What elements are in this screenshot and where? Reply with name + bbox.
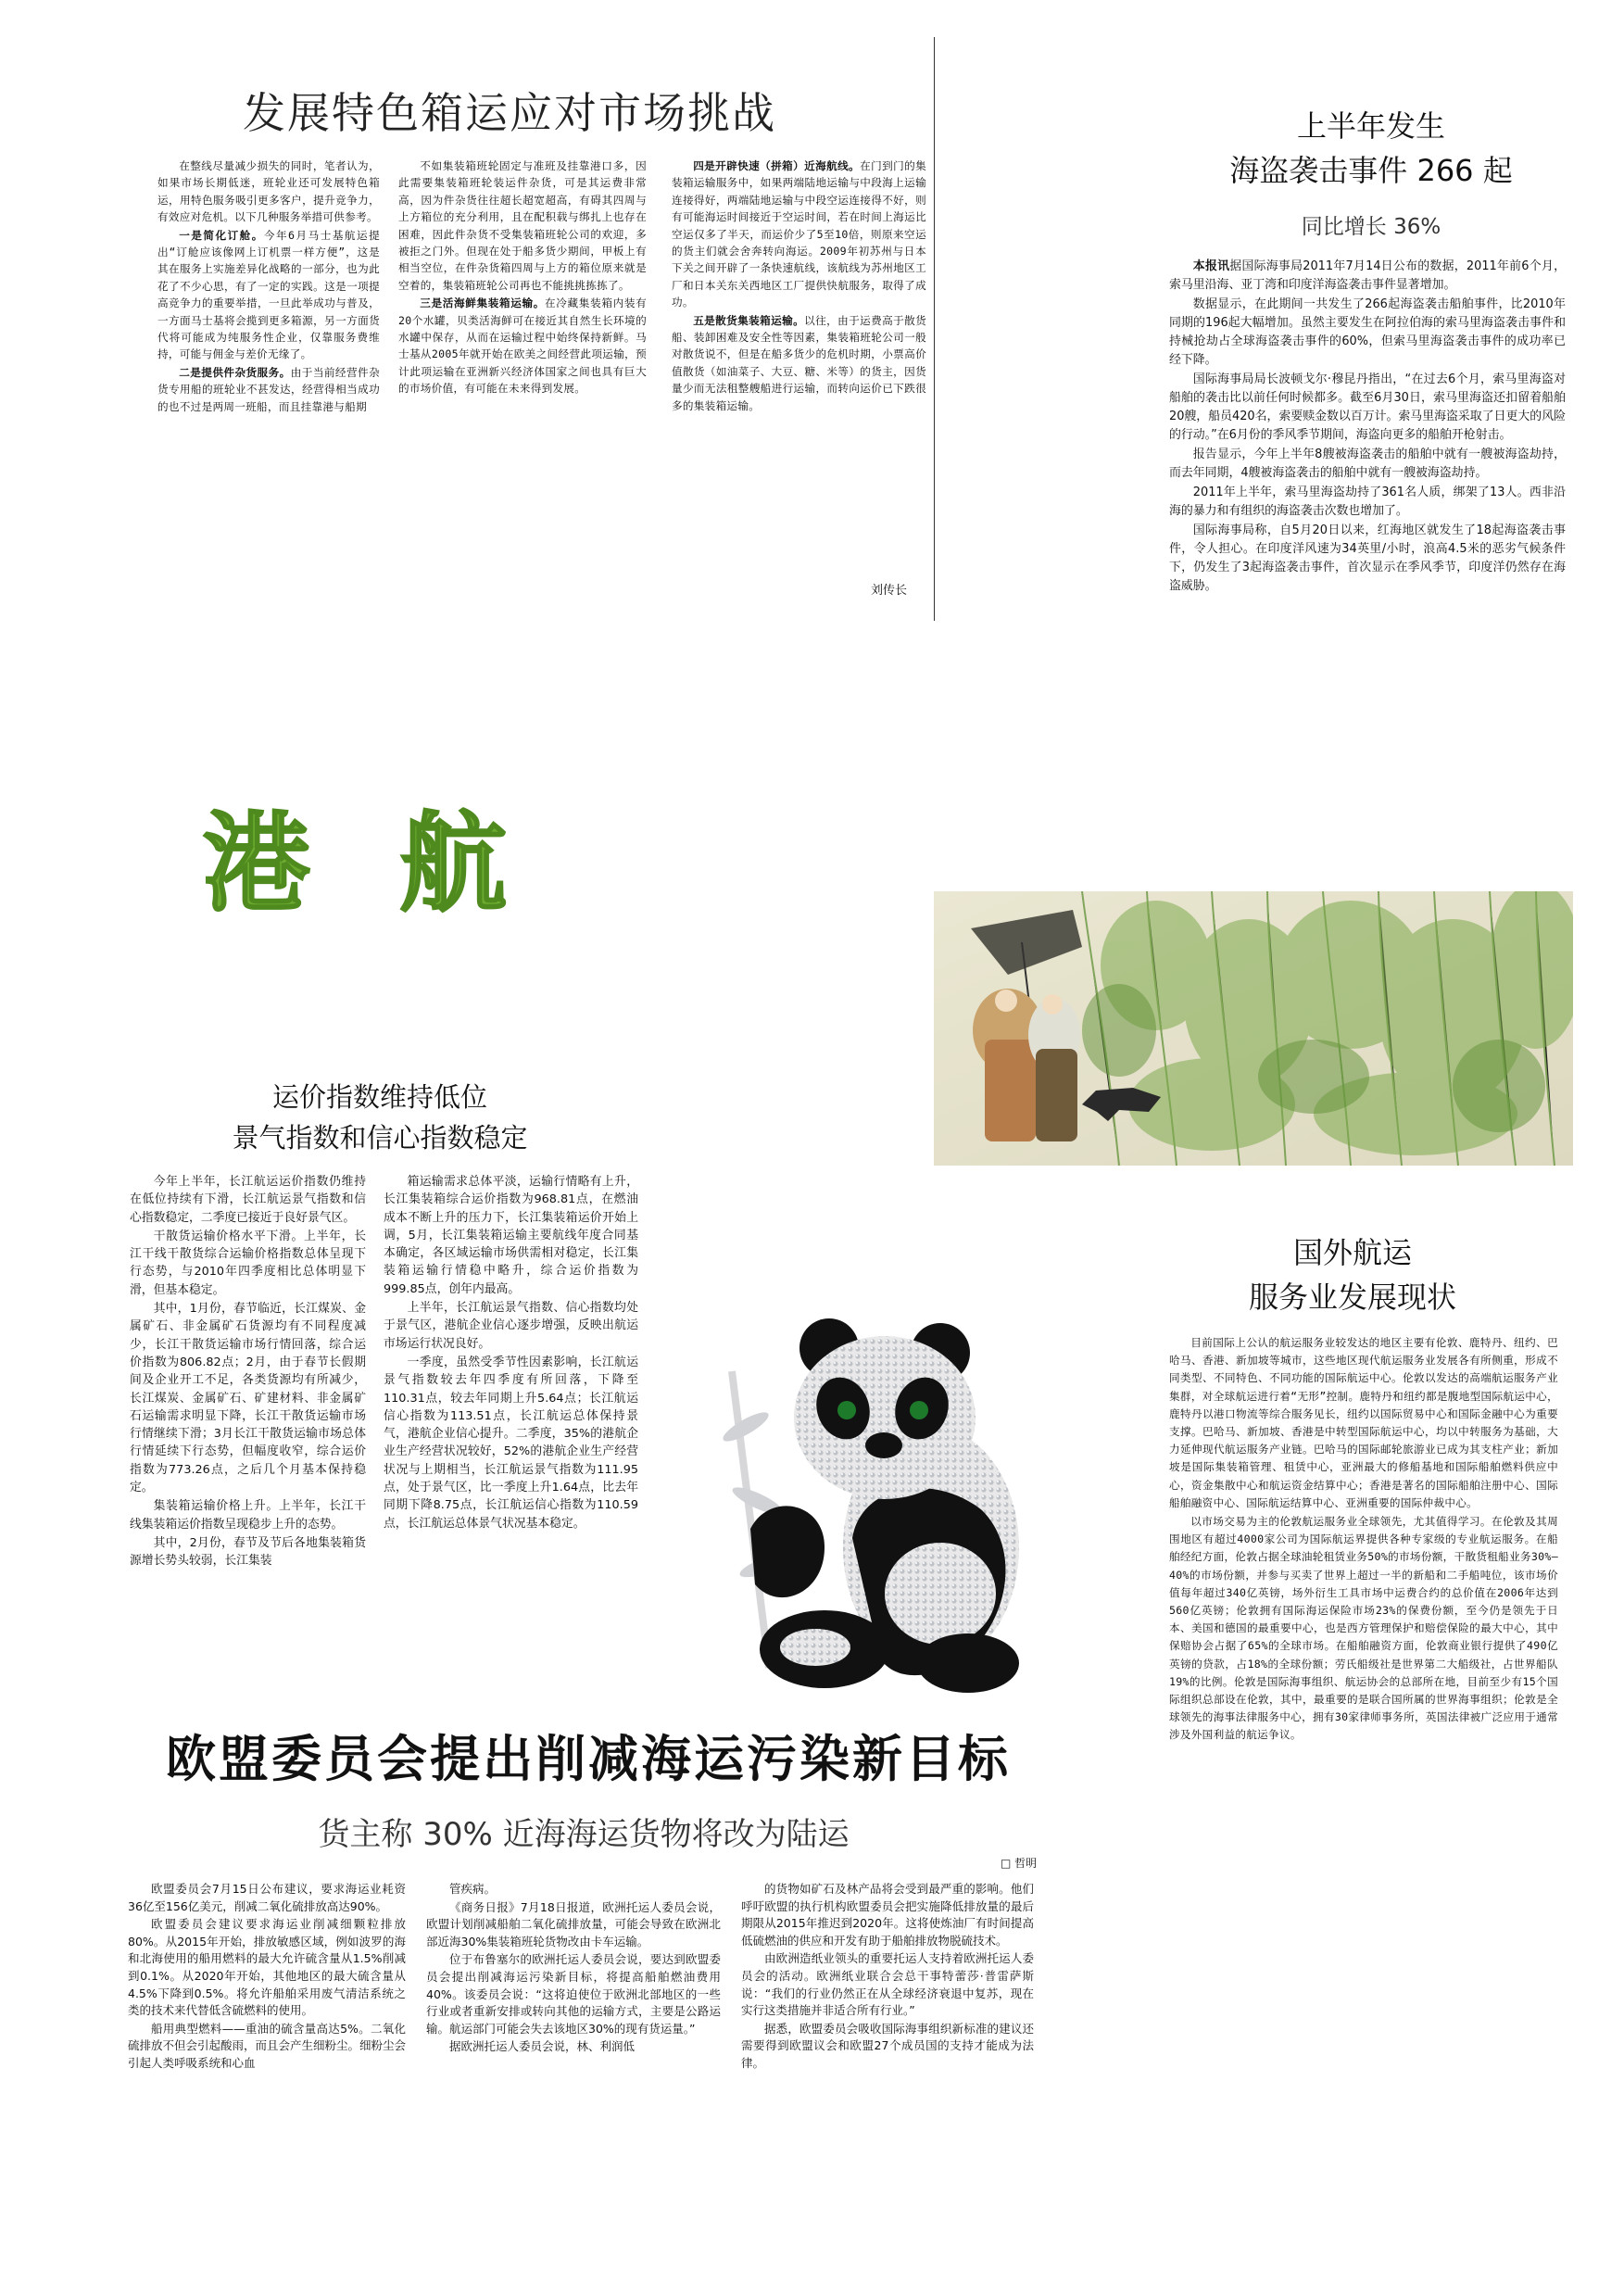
paragraph (130, 1497, 366, 1533)
paragraph (384, 1299, 638, 1353)
paragraph-lead: 五是散货集装箱运输。 (693, 313, 805, 327)
eu-col1 (128, 1881, 406, 2233)
paragraph-lead: 二是提供件杂货服务。 (179, 365, 291, 379)
paragraph (1169, 522, 1566, 596)
paragraph (1169, 296, 1566, 370)
paragraph-lead: 三是活海鲜集装箱运输。 (420, 296, 546, 310)
piracy-title-line2: 海盗袭击事件 266 起 (1229, 153, 1513, 188)
paragraph (128, 1881, 406, 1915)
paragraph (672, 158, 926, 311)
index-col1 (130, 1173, 366, 1692)
paragraph-text: 上半年，长江航运景气指数、信心指数均处于景气区，港航企业信心逐步增强，反映出航运市场运行状况良好。 (384, 1301, 638, 1351)
paragraph (426, 1881, 721, 1898)
paragraph-text: 报告显示，今年上半年8艘被海盗袭击的船舶中就有一艘被海盗劫持，而去年同期，4艘被海盗袭击的船舶中就有一艘被海盗劫持。 (1169, 448, 1566, 480)
paragraph-text: 其中，1月份，春节临近，长江煤炭、金属矿石、非金属矿石货源均有不同程度减少，长江干散货运输市场行情回落，综合运价指数为806.82点；2月，由于春节长假期间及企业开工不足，各类货源均有所减少，长江煤炭、金属矿石、矿建材料、非金属矿石运输需求明显下降，长江干散货运输市场行情继续下滑；3月长江干散货运输市场总体行情延续下行态势，但幅度收窄，综合运价指数为773.26点，之后几个月基本保持稳定。 (130, 1302, 366, 1495)
paragraph-text: 不如集装箱班轮固定与准班及挂靠港口多，因此需要集装箱班轮装运件杂货，可是其运费非常高，因为件杂货往往超长超宽超高，有碍其四周与上方箱位的充分利用，且在配积载与绑扎上也存在困难，因此件杂货不受集装箱班轮公司的欢迎，多被拒之门外。但现在处于船多货少期间，甲板上有相当空位，在件杂货箱四周与上方的箱位原来就是空着的，集装箱班轮公司再也不能挑挑拣拣了。 (398, 159, 647, 292)
paragraph (1169, 1513, 1558, 1745)
article1-title: 发展特色箱运应对市场挑战 (243, 88, 776, 138)
paragraph-text: 由欧洲造纸业领头的重要托运人支持着欧洲托运人委员会的活动。欧洲纸业联合会总干事特蕾莎·普雷萨斯说：“我们的行业仍然正在从全球经济衰退中复苏，现在实行这类措施并非适合所有行业。” (741, 1951, 1034, 2018)
paragraph-text: 目前国际上公认的航运服务业较发达的地区主要有伦敦、鹿特丹、纽约、巴哈马、香港、新加坡等城市，这些地区现代航运服务业发展各有所侧重，形成不同类型、不同特色、不同功能的国际航运中心。伦敦以发达的高端航运服务产业集群，对全球航运进行着“无形”控制。鹿特丹和纽约都是腹地型国际航运中心，鹿特丹以港口物流等综合服务见长，纽约以国际贸易中心和国际金融中心为重要支撑。巴哈马、新加坡、香港是中转型国际航运中心，均以中转服务为基础，大力延伸现代航运服务产业链。巴哈马的国际邮轮旅游业已成为其支柱产业；新加坡是国际集装箱管理、租赁中心，亚洲最大的修船基地和国际船舶燃料供应中心，资金集散中心和航运资金结算中心；香港是著名的国际船舶注册中心、国际船舶融资中心、国际航运结算中心、亚洲重要的国际仲裁中心。 (1169, 1336, 1558, 1509)
paragraph (426, 1899, 721, 1951)
paragraph (130, 1534, 366, 1570)
paragraph-text: 的货物如矿石及林产品将会受到最严重的影响。他们呼吁欧盟的执行机构欧盟委员会把实施降低排放量的最后期限从2015年推迟到2020年。这将使炼油厂有时间提高低硫燃油的供应和开发有助于船舶排放物脱硫技术。 (741, 1882, 1034, 1948)
paragraph-text: 船用典型燃料——重油的硫含量高达5%。二氧化硫排放不但会引起酸雨，而且会产生细粉尘。细粉尘会引起人类呼吸系统和心血 (128, 2021, 407, 2070)
paragraph-text: 干散货运输价格水平下滑。上半年，长江干线干散货综合运输价格指数总体呈现下行态势，与2010年四季度相比总体明显下滑，但基本稳定。 (130, 1229, 366, 1297)
paragraph (128, 2021, 406, 2073)
paragraph-text: 今年6月马士基航运提出“订舱应该像网上订机票一样方便”，这是其在服务上实施差异化战略的一部分，也为此花了不少心思，有了一定的实践。这是一项提高竞争力的重要举措，一旦此举成功与普及，一方面马士基将会揽到更多箱源，另一方面货代将可能成为纯服务性企业，仅靠服务费维持，可能与佣金与差价无缘了。 (157, 228, 380, 361)
index-title (134, 1077, 625, 1158)
paragraph-text: 据悉，欧盟委员会吸收国际海事组织新标准的建议还需要得到欧盟议会和欧盟27个成员国的支持才能成为法律。 (741, 2021, 1034, 2070)
paragraph-lead: 四是开辟快速（拼箱）近海航线。 (693, 159, 861, 172)
paragraph (130, 1228, 366, 1299)
paragraph-text: 以往，由于运费高于散货船、装卸困难及安全性等因素，集装箱班轮公司一般对散货说不，但是在船多货少的危机时期，小票高价值散货（如油菜子、大豆、糖、米等）的货主，因货量少而无法租整艘船进行运输，而转向运价已下跌很多的集装箱运输。 (672, 313, 926, 412)
eu-subtitle: 货主称 30% 近海海运货物将改为陆运 (318, 1816, 850, 1853)
paragraph (672, 312, 926, 414)
paragraph (157, 364, 380, 415)
index-title-line2: 景气指数和信心指数稳定 (232, 1122, 528, 1154)
paragraph (157, 158, 380, 226)
paragraph-text: 欧盟委员会7月15日公布建议，要求海运业耗资36亿至156亿美元，削减二氧化硫排放高达90%。 (128, 1882, 406, 1913)
piracy-body (1169, 258, 1566, 776)
paragraph-text: 2011年上半年，索马里海盗劫持了361名人质，绑架了13人。西非沿海的暴力和有组织的海盗袭击次数也增加了。 (1169, 486, 1566, 518)
paragraph (741, 1950, 1034, 2019)
paragraph-text: 集装箱运输价格上升。上半年，长江干线集装箱运价指数呈现稳步上升的态势。 (130, 1499, 366, 1532)
foreign-body (1169, 1334, 1558, 2168)
paragraph (1169, 371, 1566, 445)
paragraph (130, 1173, 366, 1227)
paragraph-text: 《商务日报》7月18日报道，欧洲托运人委员会说，欧盟计划削减船舶二氧化硫排放量，可能会导致在欧洲北部近海30%集装箱班轮货物改由卡车运输。 (426, 1899, 721, 1948)
section-title (150, 797, 585, 927)
paragraph (741, 2021, 1034, 2073)
panda-image (713, 1316, 1028, 1696)
paragraph-text: 欧盟委员会建议要求海运业削减细颗粒排放80%。从2015年开始，排放敏感区域，例如波罗的海和北海使用的船用燃料的最大允许硫含量从1.5%削减到0.1%。从2020年开始，其他地区的最大硫含量从4.5%下降到0.5%。将允许船舶采用废气清洁系统之类的技术来代替低含硫燃料的使用。 (128, 1917, 406, 2018)
paragraph-text: 其中，2月份，春节及节后各地集装箱货源增长势头较弱，长江集装 (130, 1535, 366, 1569)
eu-col2 (426, 1881, 721, 2233)
paragraph (398, 295, 647, 397)
paragraph-text: 国际海事局局长波顿戈尔·穆昆丹指出，“在过去6个月，索马里海盗对船舶的袭击比以前任何时候都多。截至6月30日，索马里海盗还扣留着船舶20艘，船员420名，索要赎金数以百万计。索马里海盗采取了日更大的风险的行动。”在6月份的季风季节期间，海盗向更多的船舶开枪射击。 (1169, 372, 1566, 442)
eu-byline: □ 哲明 (1001, 1857, 1038, 1870)
article1-col3 (672, 158, 926, 574)
paragraph (426, 2038, 721, 2056)
paragraph (128, 1916, 406, 2020)
paragraph (1169, 446, 1566, 483)
paragraph (384, 1173, 638, 1298)
article1-col1 (157, 158, 380, 602)
paragraph (1169, 484, 1566, 521)
foreign-title-line2: 服务业发展现状 (1248, 1280, 1456, 1315)
section-title-graphic (150, 797, 585, 927)
paragraph-text: 在门到门的集装箱运输服务中，如果两端陆地运输与中段海上运输连接得好，两端陆地运输与中段空运连接得不好，则有可能海运时间接近于空运时间，若在时间上海运比空运仅多了半天，而运价少了5至10倍，则原来空运的货主们就会舍奔转向海运。2009年初苏州与日本下关之间开辟了一条快速航线，该航线为苏州地区工厂和日本关东关西地区工厂提供快航服务，取得了成功。 (672, 159, 926, 309)
index-col2 (384, 1173, 638, 1692)
paragraph (741, 1881, 1034, 1949)
paragraph-text: 在冷藏集装箱内装有20个水罐，贝类活海鲜可在接近其自然生长环境的水罐中保存，从而在运输过程中始终保持新鲜。马士基从2005年就开始在欧美之间经营此项运输，预计此项运输在亚洲新兴经济体国家之间也具有巨大的市场价值，有可能在未来得到发展。 (398, 296, 647, 396)
paragraph-text: 由于当前经营件杂货专用船的班轮业不甚发达，经营得相当成功的也不过是两周一班船，而且挂靠港与船期 (157, 365, 380, 413)
paragraph (426, 1951, 721, 2037)
paragraph (157, 227, 380, 363)
piracy-title-line1: 上半年发生 (1296, 108, 1445, 144)
index-title-line1: 运价指数维持低位 (271, 1081, 487, 1113)
paragraph (1169, 258, 1566, 295)
paragraph-text: 数据显示，在此期间一共发生了266起海盗袭击船舶事件，比2010年同期的196起大幅增加。虽然主要发生在阿拉伯海的索马里海盗袭击事件和持械抢劫占全球海盗袭击事件的60%，但索马里海盗袭击事件的成功率已经下降。 (1169, 297, 1566, 367)
paragraph (130, 1300, 366, 1496)
painting-image (934, 891, 1573, 1166)
foreign-title-line1: 国外航运 (1292, 1235, 1412, 1270)
article1-author: 刘传长 (871, 584, 908, 598)
foreign-title (1149, 1230, 1556, 1319)
paragraph-text: 以市场交易为主的伦敦航运服务业全球领先，尤其值得学习。在伦敦及其周围地区有超过4000家公司为国际航运界提供各种专家级的专业航运服务。在船舶经纪方面，伦敦占据全球油轮租赁业务50%的市场份额，干散货租船业务30%—40%的市场份额，并参与买卖了世界上超过一半的新船和二手船吨位，该市场价值每年超过340亿英镑，场外衍生工具市场中运费合约的总价值在2006年达到560亿英镑；伦敦拥有国际海运保险市场23%的保费份额，至今仍是领先于日本、美国和德国的最重要中心，也是西方管理保护和赔偿保险的最大中心，其中保赔协会占据了65%的全球市场。在船舶融资方面，伦敦商业银行提供了490亿英镑的贷款，占18%的全球份额；劳氏船级社是世界第二大船级社，占世界船队19%的比例。伦敦是国际海事组织、航运协会的总部所在地，目前至少有15个国际组织总部设在伦敦，其中，最重要的是联合国所属的世界海事组织；伦敦是全球领先的海事法律服务中心，拥有30家律师事务所，英国法律被广泛应用于通常涉及外国利益的航运争议。 (1169, 1515, 1558, 1742)
piracy-subtitle: 同比增长 36% (1301, 215, 1441, 239)
column-rule-vertical (934, 37, 935, 621)
paragraph-text: 位于布鲁塞尔的欧洲托运人委员会说，要达到欧盟委员会提出削减海运污染新目标，将提高船舶燃油费用40%。该委员会说：“这将迫使位于欧洲北部地区的一些行业或者重新安排或转向其他的运输方式，主要是公路运输。航运部门可能会失去该地区30%的现有货运量。” (426, 1952, 721, 2036)
paragraph (384, 1354, 638, 1532)
section-title-text: 港 航 (202, 801, 534, 927)
paragraph-text: 在整线尽量减少损失的同时，笔者认为，如果市场长期低迷，班轮业还可发展特色箱运，用特色服务吸引更多客户，提升竞争力，有效应对危机。以下几种服务举措可供参考。 (157, 159, 380, 224)
paragraph-text: 国际海事局称，自5月20日以来，红海地区就发生了18起海盗袭击事件，令人担心。在印度洋风速为34英里/小时，浪高4.5米的恶劣气候条件下，仍发生了3起海盗袭击事件，首次显示在季风季节，印度洋仍然存在海盗威胁。 (1169, 523, 1566, 593)
paragraph-text: 箱运输需求总体平淡，运输行情略有上升，长江集装箱综合运价指数为968.81点，在燃油成本不断上升的压力下，长江集装箱运价开始上调，5月，长江集装箱运输主要航线年度合同基本确定，各区域运输市场供需相对稳定，长江集装箱运输行情稳中略升，综合运价指数为999.85点，创年内最高。 (384, 1175, 638, 1296)
piracy-title (1167, 104, 1575, 193)
paragraph-text: 今年上半年，长江航运运价指数仍维持在低位持续有下滑，长江航运景气指数和信心指数稳定，二季度已接近于良好景气区。 (130, 1175, 366, 1225)
paragraph-text: 据欧洲托运人委员会说，林、利润低 (449, 2039, 636, 2054)
paragraph-lead: 本报讯 (1192, 259, 1230, 273)
paragraph-text: 一季度，虽然受季节性因素影响，长江航运景气指数较去年四季度有所回落，下降至110.31点，较去年同期上升5.64点；长江航运信心指数为113.51点，长江航运总体保持景气，港航企业信心提升。二季度，35%的港航企业生产经营状况较好，52%的港航企业生产经营状况与上期相当，长江航运景气指数为111.95点，处于景气区，比一季度上升1.64点，比去年同期下降8.75点，长江航运信心指数为110.59点，长江航运总体景气状况基本稳定。 (384, 1355, 638, 1531)
paragraph (398, 158, 647, 294)
paragraph-text: 据国际海事局2011年7月14日公布的数据，2011年前6个月，索马里沿海、亚丁湾和印度洋海盗袭击事件显著增加。 (1169, 259, 1566, 292)
paragraph (1169, 1334, 1558, 1512)
paragraph-lead: 一是简化订舱。 (179, 228, 264, 242)
eu-col3 (741, 1881, 1034, 2233)
article1-col2 (398, 158, 647, 602)
eu-title: 欧盟委员会提出削减海运污染新目标 (166, 1730, 1011, 1788)
panda-graphic (713, 1316, 1028, 1696)
paragraph-text: 管疾病。 (449, 1882, 497, 1896)
painting-graphic (934, 891, 1573, 1166)
